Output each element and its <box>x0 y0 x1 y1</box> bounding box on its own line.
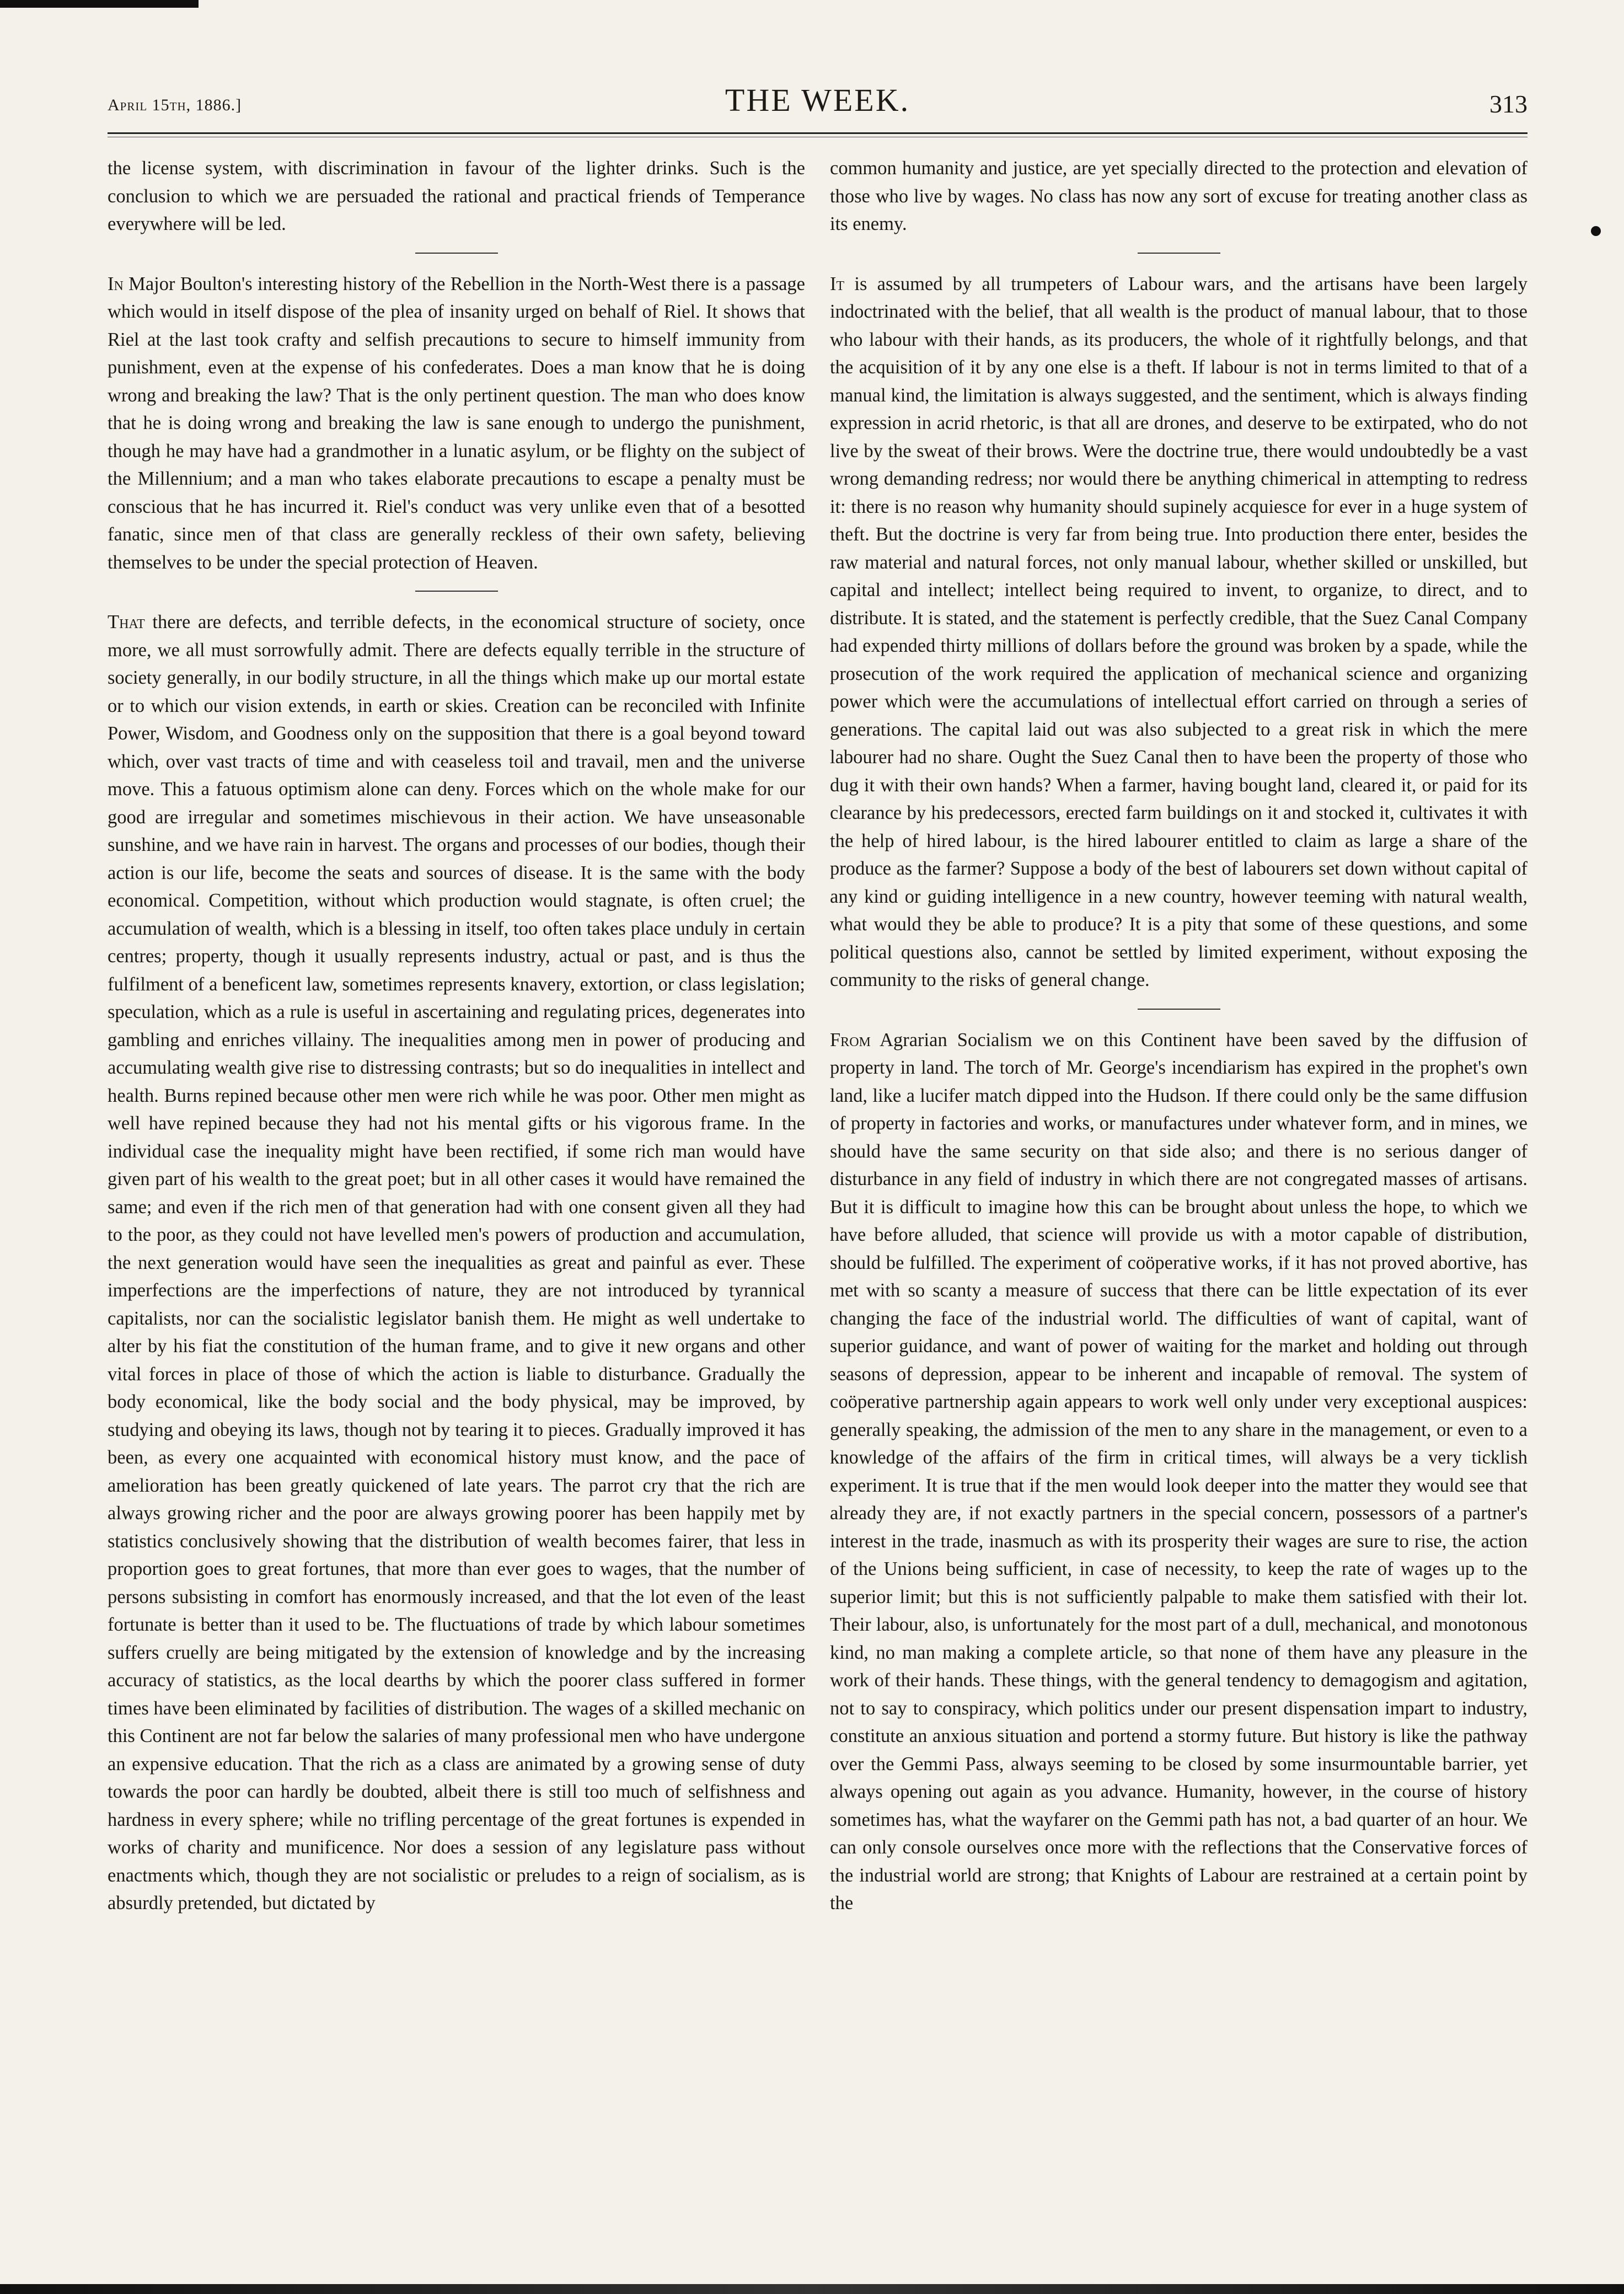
section-divider <box>1138 1009 1220 1010</box>
right-column <box>830 154 1527 2244</box>
paragraph-lead: It <box>830 273 845 294</box>
scan-edge-mark-bottom <box>0 2284 1624 2294</box>
paragraph-lead: That <box>108 612 145 633</box>
paragraph: common humanity and justice, are yet specially directed to the protection and elevation of those who live by wages. No class has now any sort of excuse for treating another class as its enemy. <box>830 158 1527 234</box>
page-header <box>108 77 1527 127</box>
paragraph <box>108 608 805 1917</box>
paragraph-text: Agrarian Socialism we on this Continent have been saved by the diffusion of property in land. The torch of Mr. George's incendiarism has expired in the prophet's own land, like a lucifer match dipped into the Hudson. If there could only be the same diffusion of property in factories and works, or manufactures under whatever form, and in mines, we should have the same security on that side also; and there is no serious danger of disturbance in any field of industry in which there are not congregated masses of artisans. But it is difficult to imagine how this can be brought about unless the hope, to which we have before alluded, that science will provide us with a motor capable of distribution, should be fulfilled. The experiment of coöperative works, if it has not proved abortive, has met with so scanty a measure of success that there can be little expectation of its ever changing the face of the industrial world. The difficulties of want of capital, want of superior guidance, and want of power of waiting for the market and holding out through seasons of depression, appear to be inherent and incapable of removal. The system of coöperative partnership again appears to work well only under very exceptional auspices: generally speaking, the admission of the men to any share in the management, or even to a knowledge of the affairs of the firm in critical times, will always be a very ticklish experiment. It is true that if the men would look deeper into the matter they would see that already they are, if not exactly partners in the special concern, possessors of a partner's interest in the trade, inasmuch as with its prosperity their wages are sure to rise, the action of the Unions being sufficient, in case of necessity, to keep the rate of wages up to the superior limit; but this is not sufficiently palpable to make them satisfied with their lot. Their labour, also, is unfortunately for the most part of a dull, mechanical, and monotonous kind, no man making a complete article, so that none of them have any pleasure in the work of their hands. These things, with the general tendency to demagogism and agitation, not to say to conspiracy, which politics under our present dispensation impart to industry, constitute an anxious situation and portend a stormy future. But history is like the pathway over the Gemmi Pass, always seeming to be closed by some insurmountable barrier, yet always opening out again as you advance. Humanity, however, in the course of history sometimes has, what the wayfarer on the Gemmi path has not, a bad quarter of an hour. We can only console ourselves once more with the reflections that the Conservative forces of the industrial world are strong; that Knights of Labour are restrained at a certain point by the <box>830 1029 1527 1914</box>
section-divider <box>1138 253 1220 254</box>
paragraph: the license system, with discrimination in favour of the lighter drinks. Such is the conclusion to which we are persuaded the rational and practical friends of Temperance everywhere will be led. <box>108 158 805 234</box>
paragraph <box>830 1026 1527 1917</box>
publication-title: THE WEEK. <box>725 82 910 118</box>
paragraph-text: is assumed by all trumpeters of Labour wars, and the artisans have been largely indoctrinated with the belief, that all wealth is the product of manual labour, that to those who labour with their hands, as its producers, the whole of it rightfully belongs, and that the acquisition of it by any one else is a theft. If labour is not in terms limited to that of a manual kind, the limitation is always suggested, and the sentiment, which is always finding expression in acrid rhetoric, is that all are drones, and deserve to be extirpated, who do not live by the sweat of their brows. Were the doctrine true, there would undoubtedly be a vast wrong demanding redress; nor would there be anything chimerical in attempting to redress it: there is no reason why humanity should supinely acquiesce for ever in a huge system of theft. But the doctrine is very far from being true. Into production there enter, besides the raw material and natural forces, not only manual labour, whether skilled or unskilled, but capital and intellect; intellect being required to invent, to organize, to direct, and to distribute. It is stated, and the statement is perfectly credible, that the Suez Canal Company had expended thirty millions of dollars before the ground was broken by a spade, while the prosecution of the work required the application of mechanical science and organizing power which were the accumulations of intellectual effort carried on through a series of generations. The capital laid out was also subjected to a great risk in which the mere labourer had no share. Ought the Suez Canal then to have been the property of those who dug it with their own hands? When a farmer, having bought land, cleared it, or paid for its clearance by his predecessors, erected farm buildings on it and stocked it, cultivates it with the help of hired labour, is the hired labourer entitled to claim as large a share of the produce as the farmer? Suppose a body of the best of labourers set down without capital of any kind or guiding intelligence in a new country, however teeming with natural wealth, what would they be able to produce? It is a pity that some of these questions, and some political questions also, cannot be settled by limited experiment, without exposing the community to the risks of general change. <box>830 273 1527 990</box>
paragraph <box>830 270 1527 994</box>
scan-edge-mark <box>0 0 199 8</box>
paragraph-text: Major Boulton's interesting history of the Rebellion in the North-West there is a passage which would in itself dispose of the plea of insanity urged on behalf of Riel. It shows that Riel at the last took crafty and selfish precautions to secure to himself immunity from punishment, even at the expense of his confederates. Does a man know that he is doing wrong and breaking the law? That is the only pertinent question. The man who does know that he is doing wrong and breaking the law is sane enough to undergo the punishment, though he may have had a grandmother in a lunatic asylum, or be flighty on the subject of the Millennium; and a man who takes elaborate precautions to escape a penalty must be conscious that he has incurred it. Riel's conduct was very unlike even that of a besotted fanatic, since men of that class are generally reckless of their own safety, believing themselves to be under the special protection of Heaven. <box>108 273 805 573</box>
page-number: 313 <box>1489 90 1527 118</box>
issue-date: April 15th, 1886.] <box>108 96 242 114</box>
section-divider <box>415 591 498 592</box>
ink-dot <box>1591 226 1601 236</box>
paragraph-text: there are defects, and terrible defects, in the economical structure of society, once more, we all must sorrowfully admit. There are defects equally terrible in the structure of society generally, in our bodily structure, in all the things which make up our mortal estate or to which our vision extends, in earth or skies. Creation can be reconciled with Infinite Power, Wisdom, and Goodness only on the supposition that there is a goal beyond toward which, over vast tracts of time and with ceaseless toil and travail, men and the universe move. This a fatuous optimism alone can deny. Forces which on the whole make for our good are irregular and sometimes mischievous in their action. We have unseasonable sunshine, and we have rain in harvest. The organs and processes of our bodies, though their action is our life, become the seats and sources of disease. It is the same with the body economical. Competition, without which production would stagnate, is often cruel; the accumulation of wealth, which is a blessing in itself, too often takes place unduly in certain centres; property, though it usually represents industry, actual or past, and is thus the fulfilment of a beneficent law, sometimes represents knavery, extortion, or class legislation; speculation, which as a rule is useful in ascertaining and regulating prices, degenerates into gambling and enriches villainy. The inequalities among men in power of producing and accumulating wealth give rise to distressing contrasts; but so do inequalities in intellect and health. Burns repined because other men were rich while he was poor. Other men might as well have repined because they had not his mental gifts or his vigorous frame. In the individual case the inequality might have been rectified, if some rich man would have given part of his wealth to the great poet; but in all other cases it would have remained the same; and even if the rich men of that generation had with one consent given all they had to the poor, as they could not have levelled men's powers of production and accumulation, the next generation would have seen the inequalities as great and painful as ever. These imperfections are the imperfections of nature, they are not introduced by tyrannical capitalists, nor can the socialistic legislator banish them. He might as well undertake to alter by his fiat the constitution of the human frame, and to give it new organs and other vital forces in place of those of which the action is liable to disturbance. Gradually the body economical, like the body social and the body physical, may be improved, by studying and obeying its laws, though not by tearing it to pieces. Gradually improved it has been, as every one acquainted with economical history must know, and the pace of amelioration has been greatly quickened of late years. The parrot cry that the rich are always growing richer and the poor are always growing poorer has been happily met by statistics conclusively showing that the distribution of wealth becomes fairer, that less in proportion goes to great fortunes, that more than ever goes to wages, that the number of persons subsisting in comfort has enormously increased, and that the lot even of the least fortunate is better than it used to be. The fluctuations of trade by which labour sometimes suffers cruelly are being mitigated by the extension of knowledge and by the increasing accuracy of statistics, as the local dearths by which the poorer class suffered in former times have been eliminated by facilities of distribution. The wages of a skilled mechanic on this Continent are not far below the salaries of many professional men who have undergone an expensive education. That the rich as a class are animated by a growing sense of duty towards the poor can hardly be doubted, albeit there is still too much of selfishness and hardness in every sphere; while no trifling percentage of the great fortunes is expended in works of charity and munificence. Nor does a session of any legislature pass without enactments which, though they are not socialistic or preludes to a reign of socialism, as is absurdly pretended, but dictated by <box>108 612 805 1914</box>
paragraph <box>108 270 805 577</box>
section-divider <box>415 253 498 254</box>
header-rule <box>108 132 1527 134</box>
left-column <box>108 154 805 2244</box>
paragraph-lead: In <box>108 273 124 294</box>
paragraph-lead: From <box>830 1029 871 1050</box>
